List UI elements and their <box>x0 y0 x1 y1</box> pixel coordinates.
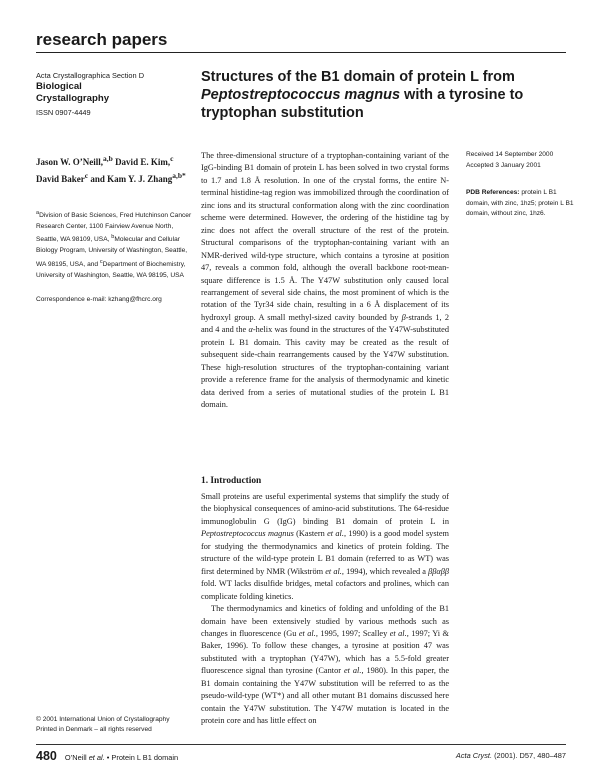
author-2: David E. Kim, <box>112 157 171 167</box>
footer-left: 480 O’Neill et al. • Protein L B1 domain <box>36 749 179 763</box>
page-number: 480 <box>36 749 57 763</box>
footer-citation: Acta Cryst. (2001). D57, 480–487 <box>455 751 566 760</box>
section-header: research papers <box>36 30 168 49</box>
title-organism: Peptostreptococcus magnus <box>201 87 401 103</box>
journal-name-line1: Biological <box>36 81 82 92</box>
author-4: and Kam Y. J. Zhang <box>88 174 173 184</box>
journal-series: Acta Crystallographica Section D <box>36 71 145 80</box>
copyright-notice: © 2001 International Union of Crystallography Printed in Denmark – all rights reserved <box>36 716 170 733</box>
corresponding-mark: * <box>182 171 186 180</box>
introduction-body <box>201 491 449 728</box>
affiliation-b: Molecular and Cellular Biology Program, University of Washington, Seattle, WA 98195, USA, and <box>36 236 188 268</box>
abstract: The three-dimensional structure of a tryptophan-containing variant of the IgG-binding B1 domain of protein L has been solved in two crystal forms to 1.7 and 1.8 Å resolution. In one of the crystal forms, the entire N-terminal histidine-tag region was immobilized through the coordination of zinc ions and its structural conformation along with the zinc coordination scheme were determined. However, the ordering of the histidine tag by zinc does not affect the overall structure of the rest of the protein. Structural comparisons of the tryptophan-containing variant with an NMR-derived wild-type structure, which contains a tyrosine at position 47, reveals a common fold, although the overall backbone root-mean-square difference is 1.5 Å. The Y47W substitution only caused local rearrangement of several side chains, the most prominent of which is the rotation of the Tyr34 side chain, resulting in a 6 Å displacement of its hydroxyl group. A small methyl-sized cavity bounded by β-strands 1, 2 and 4 and the α-helix was found in the structures of the Y47W-substituted protein L B1 domain. This cavity may be created as the result of subsequent side-chain rearrangements caused by the Y47W substitution. These high-resolution structures of the tryptophan-containing variant provide a reference frame for the analysis of thermodynamic and kinetic data derived from a series of mutational studies of the protein L B1 domain. <box>201 151 449 410</box>
header-rule <box>36 52 566 53</box>
accepted-date: Accepted 3 January 2001 <box>466 161 541 169</box>
journal-name-line2: Crystallography <box>36 93 110 104</box>
affiliation-c: Department of Biochemistry, University of Washington, Seattle, WA 98195, USA <box>36 260 186 279</box>
author-list: Jason W. O’Neill,$^{a,b}$ David E. Kim,$^c$ David Baker$^c$ and Kam Y. J. Zhang$^{a,b*}$ <box>36 154 186 184</box>
footer-topic: Protein L B1 domain <box>111 753 179 762</box>
intro-paragraph-1: Small proteins are useful experimental systems that simplify the study of the biophysical consequences of amino-acid substitutions. The 64-residue immunoglobulin G (IgG) binding B1 domain of protein L in Peptostreptococcus magnus (Kastern et al., 1990) is a good model system for studying the thermodynamics and kinetics of protein folding. The structure of the wild-type protein L B1 domain (referred to as WT) was first determined by NMR (Wikström et al., 1994), which revealed a ββαββ fold. WT lacks disulfide bridges, metal cofactors and prolines, which can complicate folding kinetics. <box>201 492 449 601</box>
footer-authors: O’Neill <box>64 753 89 762</box>
journal-issn: ISSN 0907-4449 <box>36 108 91 117</box>
author-3: David Baker <box>36 174 85 184</box>
affiliation-a: Division of Basic Sciences, Fred Hutchinson Cancer Research Center, 1100 Fairview Avenue North, Seattle, WA 98109, USA, <box>36 212 192 244</box>
affiliations: $^a$Division of Basic Sciences, Fred Hutchinson Cancer Research Center, 1100 Fairview Avenue North, Seattle, WA 98109, USA, $^b$Molecular and Cellular Biology Program, University of Washington, Seattle, WA 98195, USA, and $^c$Department of Biochemistry, University of Washington, Seattle, WA 98195, USA <box>36 210 192 279</box>
intro-paragraph-2: The thermodynamics and kinetics of folding and unfolding of the B1 domain have been extensively studied by various methods such as changes in fluorescence (Gu et al., 1995, 1997; Scalley et al., 1997; Yi & Baker, 1996). To follow these changes, a tyrosine at position 47 was substituted with a tryptophan (Y47W), which has a 5.5-fold greater fluorescence signal than tyrosine (Cantor et al., 1980). In this paper, the B1 domain containing the Y47W substitution will be referred to as the pseudo-wild-type (WT*) and all other mutant B1 domains discussed here contain the Y47W substitution. The Y47W mutation is located in the protein core and has little effect on <box>201 604 450 726</box>
title-part2: with a tyrosine to tryptophan substitution <box>201 87 524 121</box>
received-date: Received 14 September 2000 <box>466 151 554 158</box>
journal-info <box>36 70 186 118</box>
introduction-heading: 1. Introduction <box>201 476 262 486</box>
author-1: Jason W. O’Neill, <box>36 157 104 167</box>
pdb-references: PDB References: protein L B1 domain, with zinc, 1hz5; protein L B1 domain, without zinc, 1hz6. <box>466 189 574 217</box>
footer-rule <box>36 744 566 745</box>
correspondence-email[interactable]: Correspondence e-mail: kzhang@fhcrc.org <box>36 296 162 303</box>
title-part1: Structures of the B1 domain of protein L from <box>201 69 515 85</box>
paper-title <box>201 68 531 122</box>
received-dates <box>466 150 576 171</box>
